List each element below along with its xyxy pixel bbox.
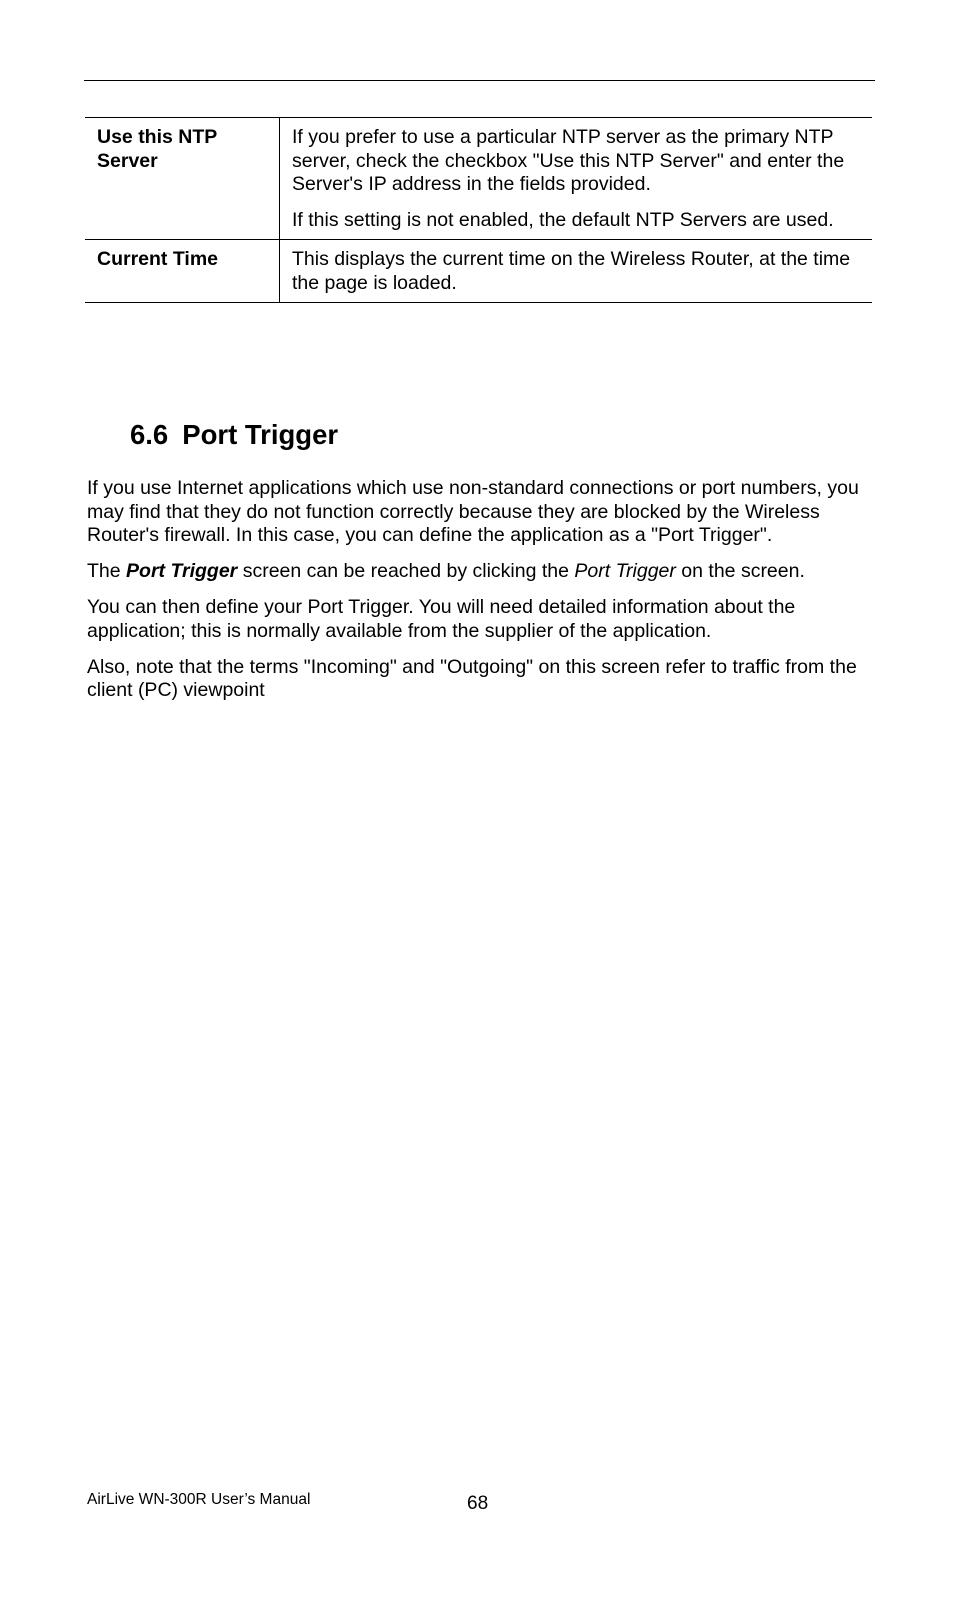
- body-text: [87, 477, 877, 715]
- page-number: 68: [467, 1493, 489, 1514]
- text-run: The: [87, 560, 127, 582]
- section-number: 6.6: [130, 419, 169, 450]
- section-heading: [130, 417, 338, 453]
- body-paragraph: You can then define your Port Trigger. You will need detailed information about the application; this is normally available from the supplier of the application.: [87, 596, 796, 642]
- table-row: [85, 118, 872, 240]
- description-paragraph: If this setting is not enabled, the default NTP Servers are used.: [292, 208, 834, 231]
- text-run: on the screen.: [675, 560, 805, 582]
- table-description-cell: [280, 240, 873, 303]
- description-paragraph: If you prefer to use a particular NTP server as the primary NTP server, check the checkbox "Use this NTP Server" and enter the Server's IP address in the fields provided.: [292, 126, 845, 195]
- table-description-cell: [280, 118, 873, 240]
- footer-manual-title: AirLive WN-300R User’s Manual: [87, 1491, 311, 1508]
- section-title: Port Trigger: [182, 419, 339, 450]
- table-term-cell: Current Time: [85, 240, 280, 303]
- parameter-table: [85, 117, 872, 303]
- emphasis-text: Port Trigger: [126, 560, 238, 582]
- body-paragraph: Also, note that the terms "Incoming" and "Outgoing" on this screen refer to traffic from the client (PC) viewpoint: [87, 655, 857, 701]
- description-paragraph: This displays the current time on the Wireless Router, at the time the page is loaded.: [292, 248, 851, 294]
- body-paragraph: [87, 560, 877, 584]
- emphasis-text: Port Trigger: [574, 560, 676, 582]
- body-paragraph: If you use Internet applications which use non-standard connections or port numbers, you may find that they do not function correctly because they are blocked by the Wireless Router's firewall. In this case, you can define the application as a "Port Trigger".: [87, 477, 859, 546]
- header-rule: [84, 80, 875, 81]
- table-term-cell: Use this NTP Server: [85, 118, 280, 240]
- text-run: screen can be reached by clicking the: [237, 560, 575, 582]
- table-row: [85, 240, 872, 303]
